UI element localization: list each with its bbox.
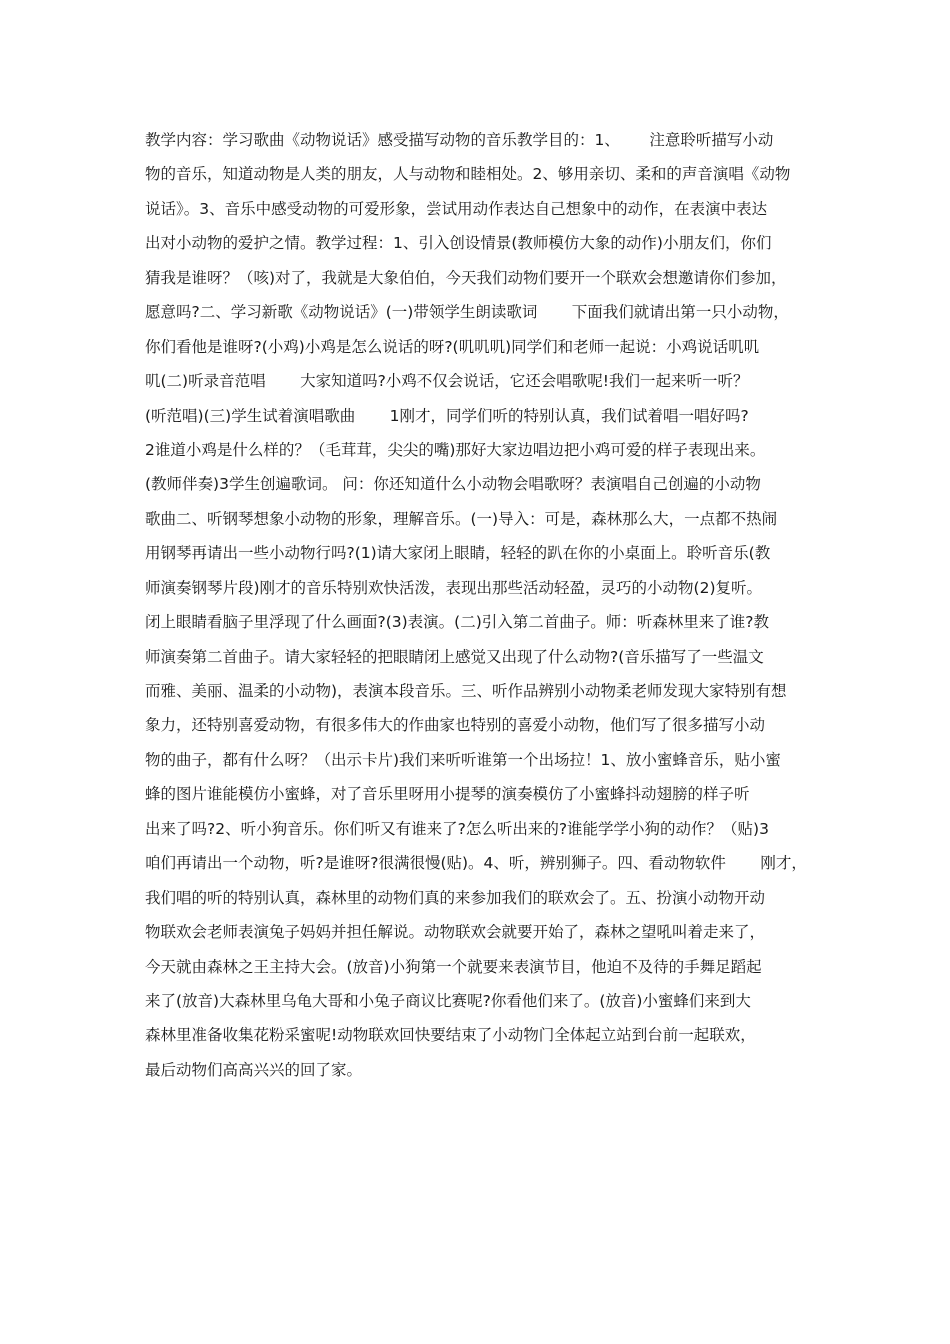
text-line: 物联欢会老师表演兔子妈妈并担任解说。动物联欢会就要开始了，森林之望吼叫着走来了， bbox=[145, 923, 766, 942]
text-line: 咱们再请出一个动物，听?是谁呀?很满很慢(贴)。4、听，辨别狮子。四、看动物软件 刚才， bbox=[145, 854, 807, 873]
text-line: 今天就由森林之王主持大会。(放音)小狗第一个就要来表演节目，他迫不及待的手舞足蹈起 bbox=[145, 957, 762, 976]
text-line: 最后动物们高高兴兴的回了家。 bbox=[145, 1060, 363, 1079]
text-line: 而雅、美丽、温柔的小动物)，表演本段音乐。三、听作品辨别小动物柔老师发现大家特别有想 bbox=[145, 682, 787, 700]
text-line: 师演奏第二首曲子。请大家轻轻的把眼睛闭上感觉又出现了什么动物?(音乐描写了一些温文 bbox=[145, 647, 764, 666]
text-line: 2谁道小鸡是什么样的？（毛茸茸，尖尖的嘴)那好大家边唱边把小鸡可爱的样子表现出来。 bbox=[145, 440, 766, 459]
text-line: 蜂的图片谁能模仿小蜜蜂，对了音乐里呀用小提琴的演奏模仿了小蜜蜂抖动翅膀的样子听 bbox=[145, 785, 750, 804]
text-line: 来了(放音)大森林里乌龟大哥和小兔子商议比赛呢?你看他们来了。(放音)小蜜蜂们来到大 bbox=[145, 991, 751, 1010]
text-line: (听范唱)(三)学生试着演唱歌曲 1刚才，同学们听的特别认真，我们试着唱一唱好吗? bbox=[145, 406, 749, 425]
text-line: 出对小动物的爱护之情。教学过程：1、引入创设情景(教师模仿大象的动作)小朋友们，你们 bbox=[145, 234, 772, 253]
text-line: 你们看他是谁呀?(小鸡)小鸡是怎么说话的呀?(叽叽叽)同学们和老师一起说：小鸡说话叽叽 bbox=[145, 337, 760, 356]
text-line: 闭上眼睛看脑子里浮现了什么画面?(3)表演。(二)引入第二首曲子。师：听森林里来了谁?教 bbox=[145, 613, 770, 632]
text-line: 物的曲子，都有什么呀？（出示卡片)我们来听听谁第一个出场拉！1、放小蜜蜂音乐，贴小蜜 bbox=[145, 750, 781, 769]
text-line: 森林里准备收集花粉采蜜呢!动物联欢回快要结束了小动物门全体起立站到台前一起联欢， bbox=[145, 1026, 756, 1045]
text-line: 象力，还特别喜爱动物，有很多伟大的作曲家也特别的喜爱小动物，他们写了很多描写小动 bbox=[145, 716, 766, 735]
text-line: 歌曲二、听钢琴想象小动物的形象，理解音乐。(一)导入：可是，森林那么大，一点都不热闹 bbox=[145, 509, 778, 528]
text-line: 师演奏钢琴片段)刚才的音乐特别欢快活泼，表现出那些活动轻盈，灵巧的小动物(2)复听。 bbox=[145, 578, 763, 597]
text-line: 叽(二)听录音范唱 大家知道吗?小鸡不仅会说话，它还会唱歌呢!我们一起来听一听？ bbox=[145, 372, 749, 391]
text-line: 愿意吗?二、学习新歌《动物说话》(一)带领学生朗读歌词 下面我们就请出第一只小动物， bbox=[145, 303, 789, 322]
text-line: 说话》。3、音乐中感受动物的可爱形象，尝试用动作表达自己想象中的动作，在表演中表达 bbox=[145, 199, 768, 218]
text-line: 出来了吗?2、听小狗音乐。你们听又有谁来了?怎么听出来的?谁能学学小狗的动作？（贴)3 bbox=[145, 819, 769, 838]
text-line: 物的音乐，知道动物是人类的朋友，人与动物和睦相处。2、够用亲切、柔和的声音演唱《动物 bbox=[145, 165, 791, 184]
text-line: 猜我是谁呀？（咳)对了，我就是大象伯伯，今天我们动物们要开一个联欢会想邀请你们参加， bbox=[145, 268, 787, 287]
text-line: (教师伴奏)3学生创遍歌词。 问：你还知道什么小动物会唱歌呀？表演唱自己创遍的小动物 bbox=[145, 475, 761, 494]
text-line: 我们唱的听的特别认真，森林里的动物们真的来参加我们的联欢会了。五、扮演小动物开动 bbox=[145, 888, 766, 907]
text-line: 教学内容：学习歌曲《动物说话》感受描写动物的音乐教学目的：1、 注意聆听描写小动 bbox=[145, 131, 774, 149]
document-body bbox=[145, 123, 825, 1087]
text-line: 用钢琴再请出一些小动物行吗?(1)请大家闭上眼睛，轻轻的趴在你的小桌面上。聆听音乐(教 bbox=[145, 544, 771, 563]
